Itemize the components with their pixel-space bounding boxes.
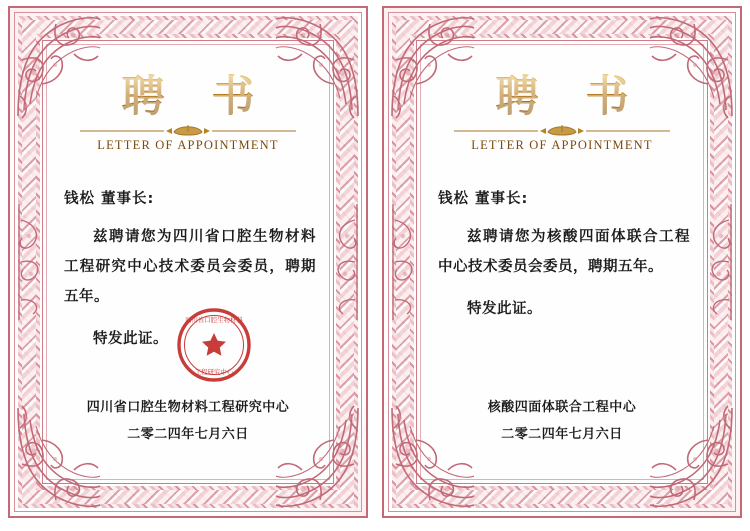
certificate-subtitle: LETTER OF APPOINTMENT — [97, 138, 279, 153]
appointment-paragraph: 兹聘请您为四川省口腔生物材料工程研究中心技术委员会委员，聘期五年。 — [64, 229, 316, 306]
certificate-left — [8, 6, 368, 518]
title-ornament-icon — [78, 123, 298, 137]
certificate-body — [52, 187, 324, 354]
salutation: 钱松 董事长: — [64, 191, 155, 208]
issue-date: 二零二四年七月六日 — [127, 427, 249, 442]
certificate-subtitle: LETTER OF APPOINTMENT — [471, 138, 653, 153]
issuing-organization: 四川省口腔生物材料工程研究中心 — [86, 400, 290, 415]
closing-paragraph: 特发此证。 — [467, 301, 542, 318]
appointment-paragraph: 兹聘请您为核酸四面体联合工程中心技术委员会委员，聘期五年。 — [438, 229, 690, 276]
issuing-organization: 核酸四面体联合工程中心 — [487, 400, 637, 415]
certificate-content — [426, 50, 698, 474]
closing-paragraph: 特发此证。 — [93, 331, 168, 348]
svg-text:工程研究中心: 工程研究中心 — [194, 368, 234, 376]
issue-date: 二零二四年七月六日 — [501, 427, 623, 442]
salutation: 钱松 董事长: — [438, 191, 529, 208]
certificate-title-block — [426, 74, 698, 153]
certificate-content — [52, 50, 324, 474]
certificate-title-block — [52, 74, 324, 153]
svg-text:四川省口腔生物材料: 四川省口腔生物材料 — [185, 316, 243, 324]
certificate-title: 聘 书 — [52, 74, 324, 121]
certificate-right — [382, 6, 742, 518]
title-ornament-icon — [452, 123, 672, 137]
signature-block — [426, 396, 698, 442]
certificate-title: 聘 书 — [426, 74, 698, 121]
certificate-body — [426, 187, 698, 324]
